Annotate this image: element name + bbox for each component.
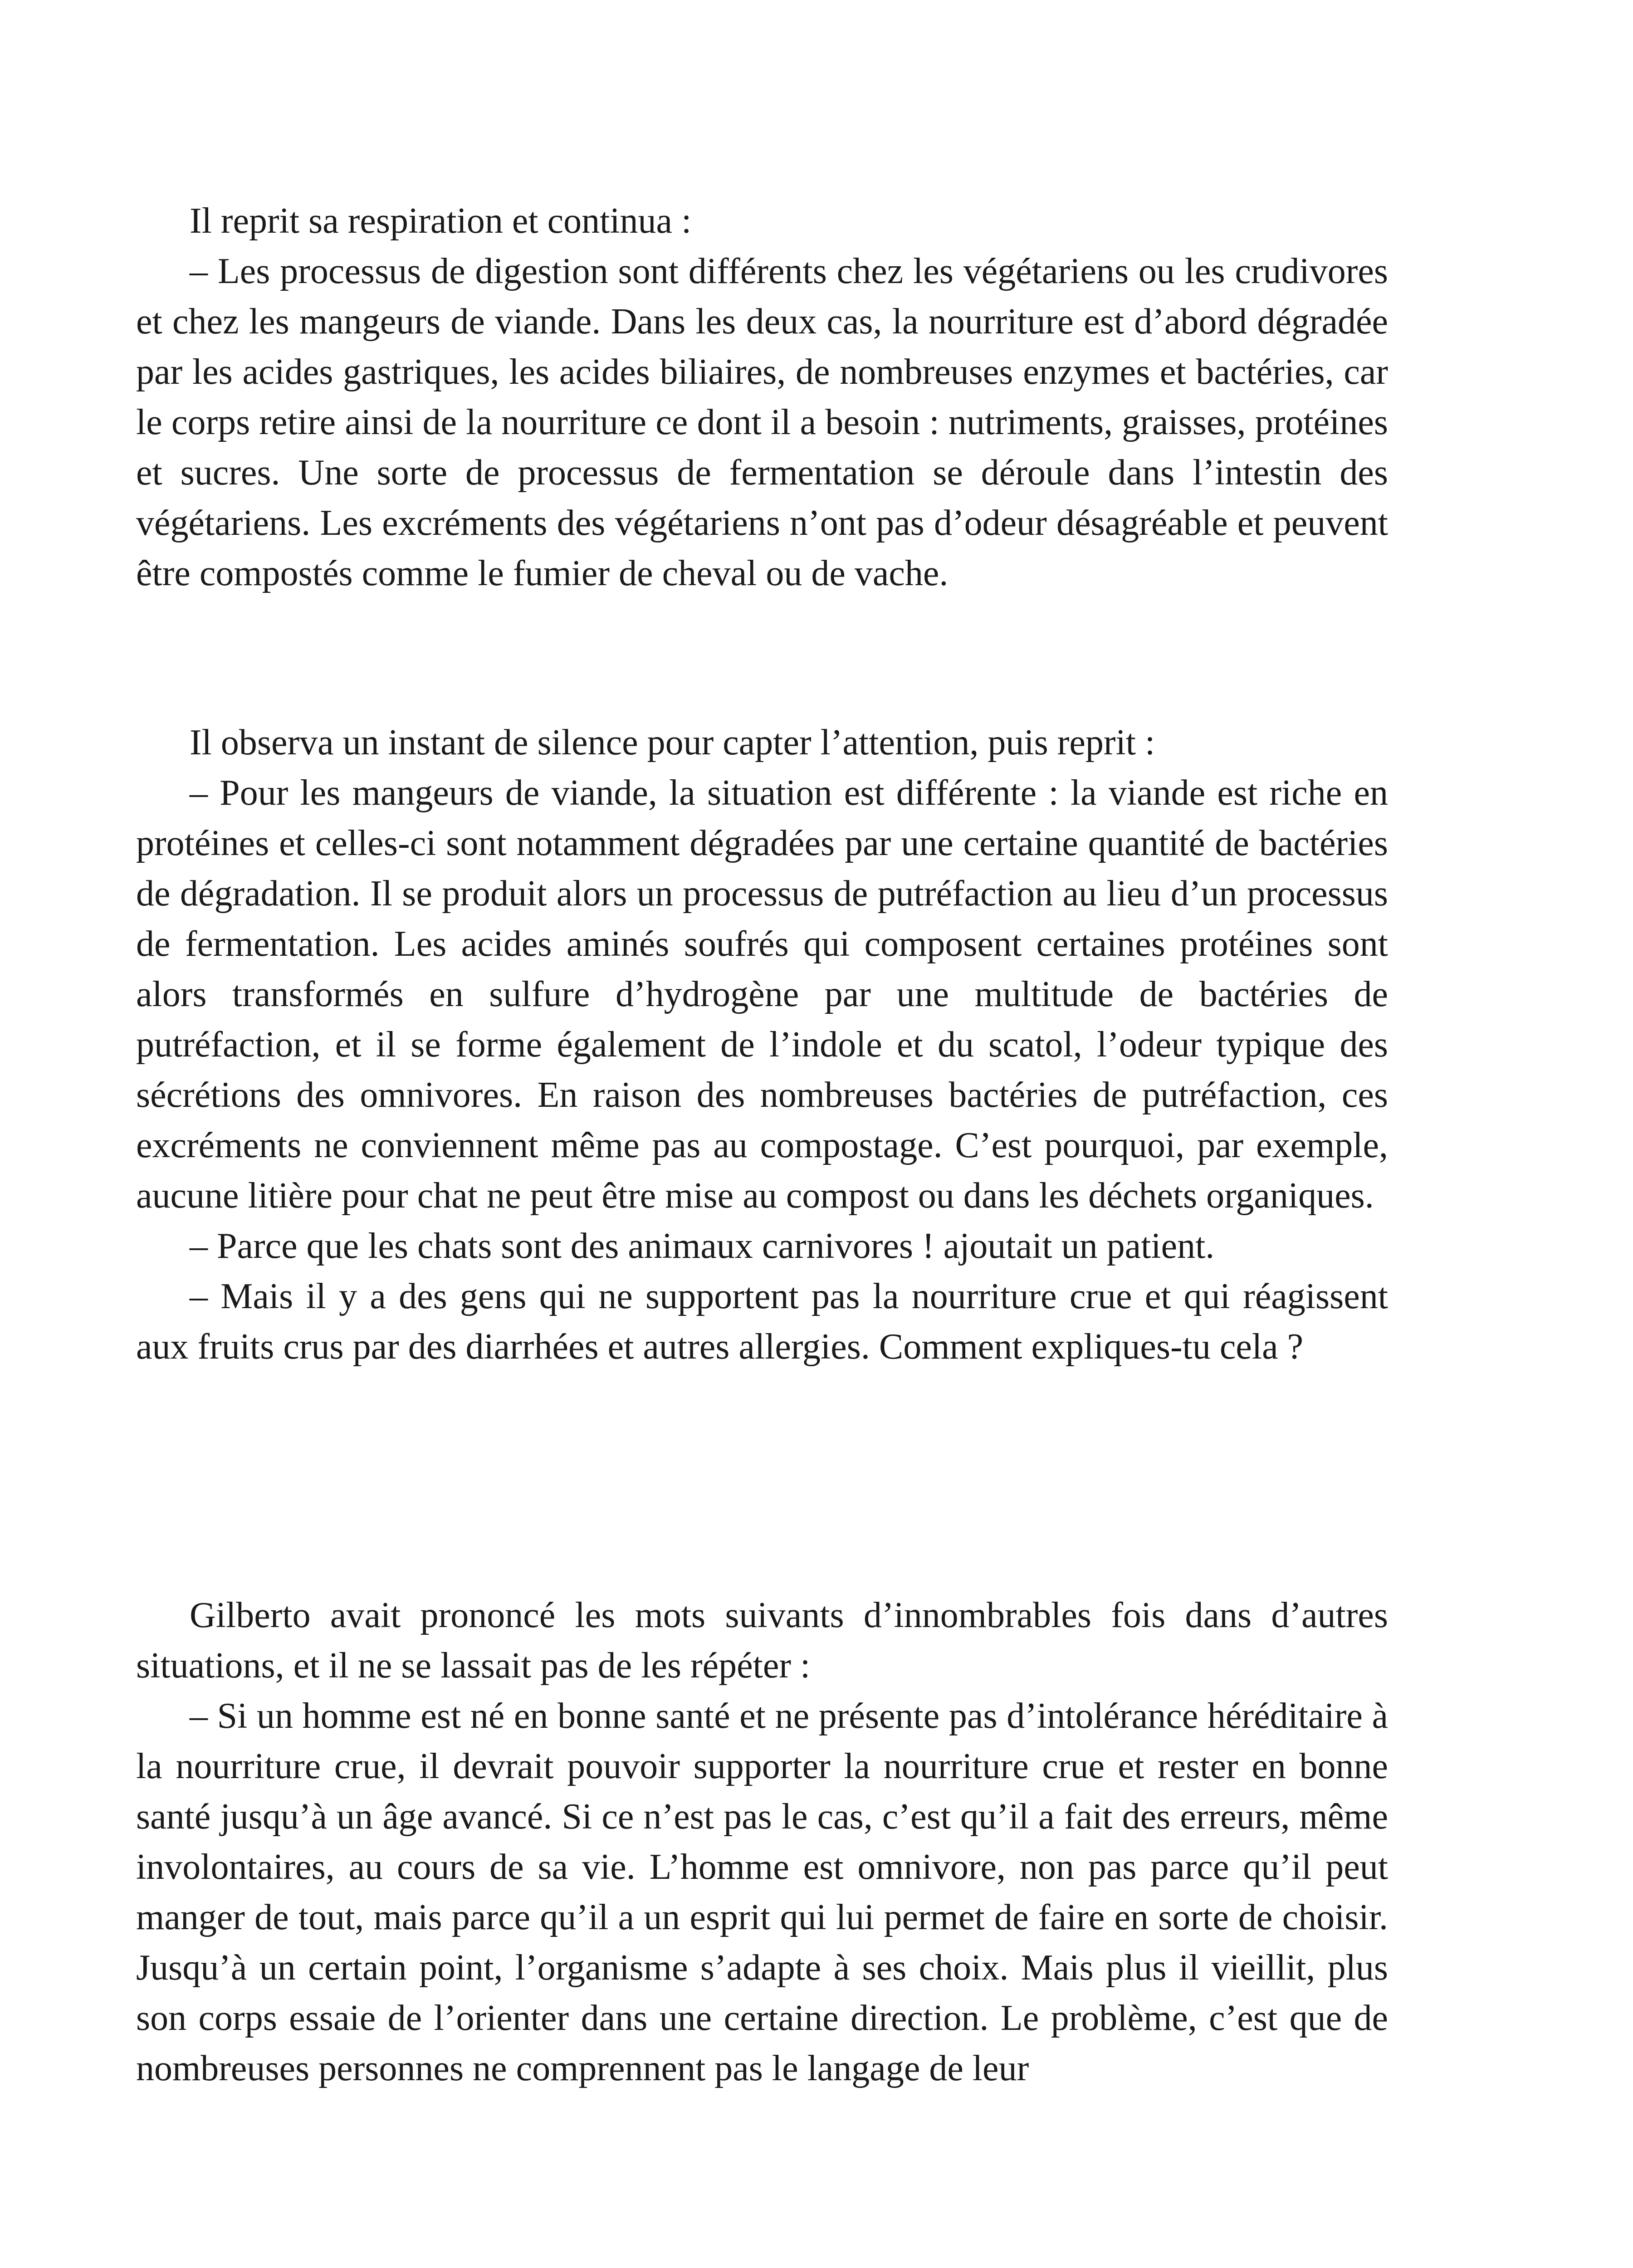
paragraph: Il observa un instant de silence pour capter l’attention, puis reprit : — [190, 723, 1155, 763]
text-section-2 — [136, 718, 1388, 1372]
paragraph: – Parce que les chats sont des animaux carnivores ! ajoutait un patient. — [190, 1226, 1215, 1266]
paragraph: – Pour les mangeurs de viande, la situation est différente : la viande est riche en protéines et celles-ci sont notamment dégradées par une certaine quantité de bactéries de dégradation. Il se produit alors un processus de putréfaction au lieu d’un processus de fermentation. Les acides aminés soufrés qui composent certaines protéines sont alors transformés en sulfure d’hydrogène par une multitude de bactéries de putréfaction, et il se forme également de l’indole et du scatol, l’odeur typique des sécrétions des omnivores. En raison des nombreuses bactéries de putréfaction, ces excréments ne conviennent même pas au compostage. C’est pourquoi, par exemple, aucune litière pour chat ne peut être mise au compost ou dans les déchets organiques. — [136, 773, 1388, 1216]
paragraph: – Mais il y a des gens qui ne supportent pas la nourriture crue et qui réagissent aux fruits crus par des diarrhées et autres allergies. Comment expliques-tu cela ? — [136, 1276, 1388, 1367]
paragraph: – Si un homme est né en bonne santé et ne présente pas d’intolérance héréditaire à la nourriture crue, il devrait pouvoir supporter la nourriture crue et rester en bonne santé jusqu’à un âge avancé. Si ce n’est pas le cas, c’est qu’il a fait des erreurs, même involontaires, au cours de sa vie. L’homme est omnivore, non pas parce qu’il peut manger de tout, mais parce qu’il a un esprit qui lui permet de faire en sorte de choisir. Jusqu’à un certain point, l’organisme s’adapte à ses choix. Mais plus il vieillit, plus son corps essaie de l’orienter dans une certaine direction. Le problème, c’est que de nombreuses personnes ne comprennent pas le langage de leur — [136, 1696, 1388, 2088]
paragraph: Gilberto avait prononcé les mots suivants d’innombrables fois dans d’autres situations, et il ne se lassait pas de les répéter : — [136, 1595, 1388, 1686]
text-section-3 — [136, 1590, 1388, 2094]
text-section-1 — [136, 196, 1388, 599]
paragraph: – Les processus de digestion sont différents chez les végétariens ou les crudivores et chez les mangeurs de viande. Dans les deux cas, la nourriture est d’abord dégradée par les acides gastriques, les acides biliaires, de nombreuses enzymes et bactéries, car le corps retire ainsi de la nourriture ce dont il a besoin : nutriments, graisses, protéines et sucres. Une sorte de processus de fermentation se déroule dans l’intestin des végétariens. Les excréments des végétariens n’ont pas d’odeur désagréable et peuvent être compostés comme le fumier de cheval ou de vache. — [136, 251, 1388, 593]
paragraph: Il reprit sa respiration et continua : — [190, 201, 692, 241]
